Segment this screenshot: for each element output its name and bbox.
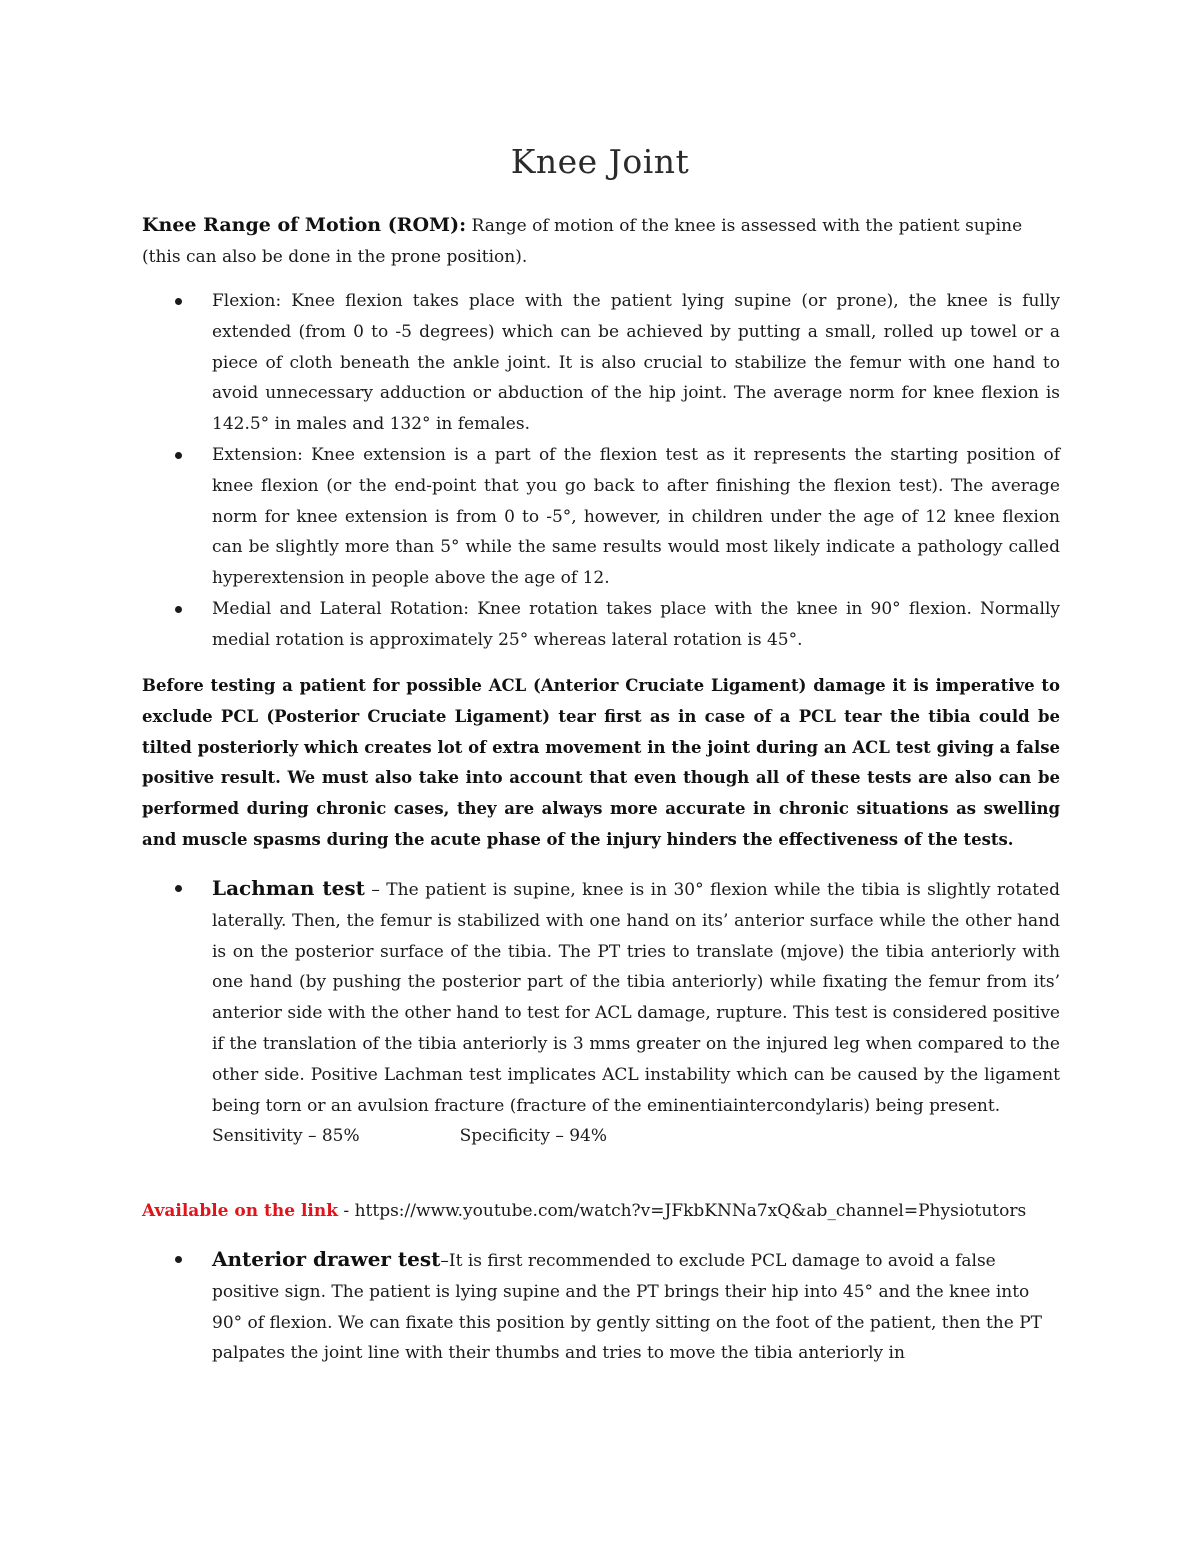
tests-list [142, 873, 1060, 1152]
acl-warning-paragraph: Before testing a patient for possible ACL (Anterior Cruciate Ligament) damage it is imperative to exclude PCL (Posterior Cruciate Ligament) tear first as in case of a PCL tear the tibia could be tilted posteriorly which creates lot of extra movement in the joint during an ACL test giving a false positive result. We must also take into account that even though all of these tests are also can be performed during chronic cases, they are always more accurate in chronic situations as swelling and muscle spasms during the acute phase of the injury hinders the effectiveness of the tests. [142, 676, 1060, 849]
list-item-extension [142, 440, 1060, 594]
list-item-lachman-test [142, 873, 1060, 1152]
lachman-stats [212, 1121, 1060, 1152]
video-link-line [142, 1196, 1072, 1226]
list-item-anterior-drawer-test [142, 1244, 1060, 1369]
link-label: Available on the link [142, 1201, 339, 1221]
anterior-drawer-test-description: –It is first recommended to exclude PCL damage to avoid a false positive sign. The patient is lying supine and the PT brings their hip into 45° and the knee into 90° of flexion. We can fixate this position by gently sitting on the foot of the patient, then the PT palpates the joint line with their thumbs and tries to move the tibia anteriorly in [212, 1251, 1042, 1364]
list-item-text: Extension: Knee extension is a part of the flexion test as it represents the starting position of knee flexion (or the end-point that you go back to after finishing the flexion test). The average norm for knee extension is from 0 to -5°, however, in children under the age of 12 knee flexion can be slightly more than 5° while the same results would most likely indicate a pathology called hyperextension in people above the age of 12. [212, 444, 1060, 589]
list-item-text: Medial and Lateral Rotation: Knee rotation takes place with the knee in 90° flexion. Normally medial rotation is approximately 25° whereas lateral rotation is 45°. [212, 598, 1060, 650]
list-item-flexion [142, 286, 1060, 440]
tests-list-continued [142, 1244, 1060, 1369]
list-item-text: Flexion: Knee flexion takes place with the patient lying supine (or prone), the knee is fully extended (from 0 to -5 degrees) which can be achieved by putting a small, rolled up towel or a piece of cloth beneath the ankle joint. It is also crucial to stabilize the femur with one hand to avoid unnecessary adduction or abduction of the hip joint. The average norm for knee flexion is 142.5° in males and 132° in females. [212, 291, 1060, 435]
video-link[interactable]: https://www.youtube.com/watch?v=JFkbKNNa7xQ&ab_channel=Physiotutors [354, 1201, 1027, 1221]
anterior-drawer-test-name: Anterior drawer test [212, 1247, 441, 1271]
rom-list [142, 286, 1060, 656]
bullet-icon [175, 1256, 182, 1263]
rom-intro-text: Range of motion of the knee is assessed with the patient supine (this can also be done in the prone position). [142, 216, 1023, 267]
page-title: Knee Joint [510, 142, 690, 181]
lachman-test-name: Lachman test [212, 876, 365, 900]
bullet-icon [175, 298, 182, 305]
sensitivity-value: Sensitivity – 85% [212, 1126, 360, 1147]
bullet-icon [175, 606, 182, 613]
list-item-rotation [142, 594, 1060, 656]
rom-intro-paragraph [142, 210, 1060, 273]
link-separator: - [338, 1201, 355, 1221]
lachman-test-description: – The patient is supine, knee is in 30° flexion while the tibia is slightly rotated laterally. Then, the femur is stabilized with one hand on its’ anterior surface while the other hand is on the posterior surface of the tibia. The PT tries to translate (mjove) the tibia anteriorly with one hand (by pushing the posterior part of the tibia anteriorly) while fixating the femur from its’ anterior side with the other hand to test for ACL damage, rupture. This test is considered positive if the translation of the tibia anteriorly is 3 mms greater on the injured leg when compared to the other side. Positive Lachman test implicates ACL instability which can be caused by the ligament being torn or an avulsion fracture (fracture of the eminentiaintercondylaris) being present. [212, 880, 1060, 1116]
specificity-value: Specificity – 94% [459, 1126, 608, 1147]
rom-heading: Knee Range of Motion (ROM): [142, 214, 467, 236]
bullet-icon [175, 452, 182, 459]
bullet-icon [175, 885, 182, 892]
